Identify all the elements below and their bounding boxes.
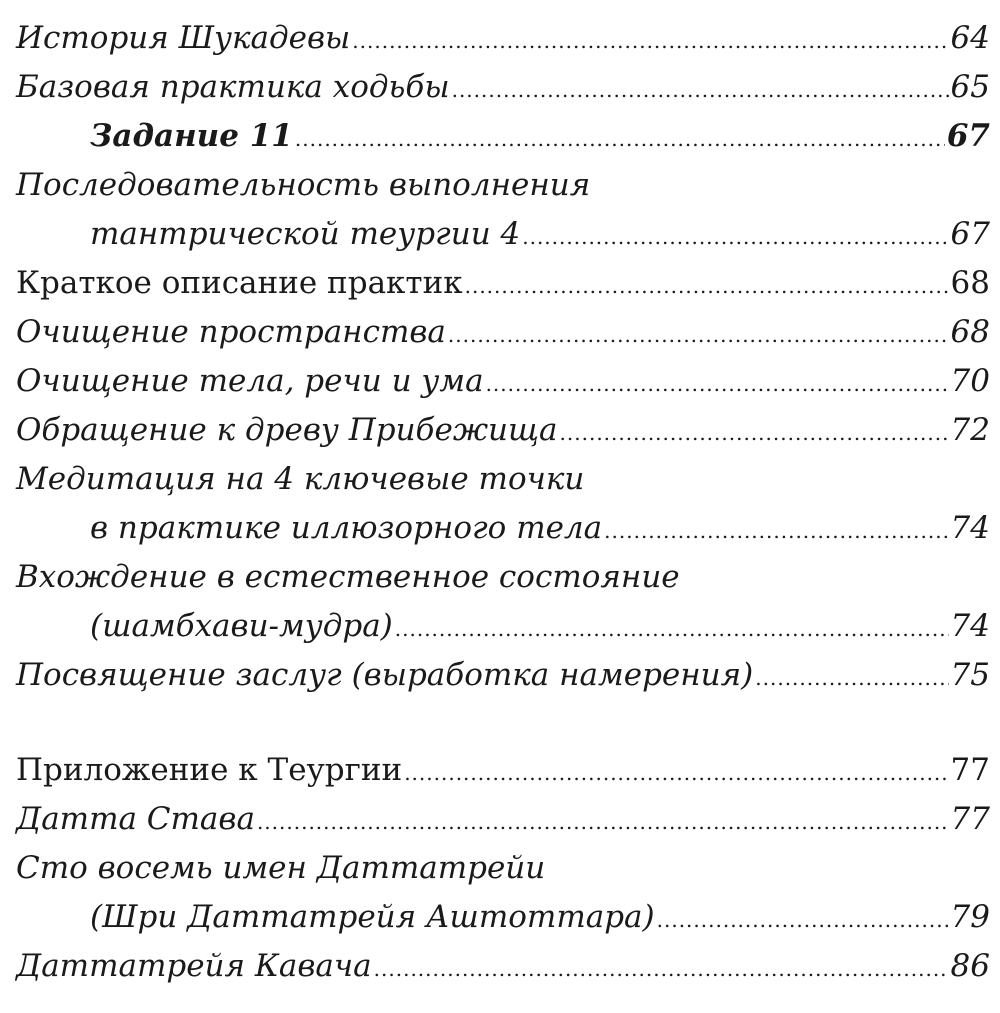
toc-entry [16, 504, 990, 553]
toc-entry [16, 14, 990, 63]
toc-entry-page: 67 [950, 216, 990, 252]
dot-leader [657, 893, 949, 945]
dot-leader [448, 308, 949, 360]
toc-entry-title: Даттатрейя Кавача [16, 948, 372, 984]
dot-leader [755, 651, 948, 703]
toc-section-heading [16, 746, 990, 795]
toc-entry-title: Приложение к Теургии [16, 752, 403, 788]
toc-entry [16, 651, 990, 700]
toc-entry-page: 65 [950, 69, 990, 105]
toc-entry-title: Очищение пространства [16, 314, 446, 350]
dot-leader [295, 112, 945, 164]
dot-leader [352, 14, 948, 66]
dot-leader [257, 795, 949, 847]
dot-leader [604, 504, 948, 556]
dot-leader [560, 406, 949, 458]
toc-entry-page: 75 [950, 657, 990, 693]
toc-entry-title: в практике иллюзорного тела [90, 510, 603, 546]
toc-entry-multiline [16, 553, 990, 651]
toc-entry [16, 795, 990, 844]
toc-entry-page: 64 [950, 20, 990, 56]
toc-entry-title: (шамбхави-мудра) [90, 608, 393, 644]
toc-entry-title: Задание 11 [90, 118, 293, 154]
dot-leader [486, 357, 949, 409]
toc-entry-title: Обращение к древу Прибежища [16, 412, 558, 448]
dot-leader [395, 602, 949, 654]
toc-entry-page: 68 [950, 265, 990, 301]
toc-entry-title: Базовая практика ходьбы [16, 69, 450, 105]
toc-entry-title-line1: Вхождение в естественное состояние [16, 559, 680, 595]
toc-entry [16, 308, 990, 357]
toc-entry-title: Очищение тела, речи и ума [16, 363, 484, 399]
toc-entry-title: тантрической теургии 4 [90, 216, 521, 252]
toc-entry-multiline [16, 844, 990, 942]
toc-entry-title: (Шри Даттатрейя Аштоттара) [90, 899, 655, 935]
toc-entry [16, 602, 990, 651]
toc-entry-page: 68 [950, 314, 990, 350]
dot-leader [522, 210, 948, 262]
toc-entry [16, 357, 990, 406]
toc-entry-title-line1: Последовательность выполнения [16, 167, 591, 203]
table-of-contents [16, 14, 990, 991]
toc-entry-title-line1: Сто восемь имен Даттатрейи [16, 850, 546, 886]
toc-entry-task [16, 112, 990, 161]
toc-entry [16, 942, 990, 991]
toc-section-heading [16, 259, 990, 308]
toc-entry [16, 406, 990, 455]
dot-leader [404, 746, 948, 798]
toc-entry-page: 70 [950, 363, 990, 399]
toc-entry-title: Краткое описание практик [16, 265, 463, 301]
toc-entry-multiline [16, 455, 990, 553]
toc-entry-page: 74 [950, 608, 990, 644]
toc-entry-page: 74 [950, 510, 990, 546]
toc-entry [16, 210, 990, 259]
toc-entry [16, 63, 990, 112]
toc-entry-page: 72 [950, 412, 990, 448]
toc-entry-page: 77 [950, 752, 990, 788]
toc-entry-page: 86 [950, 948, 990, 984]
toc-entry-title: История Шукадевы [16, 20, 351, 56]
toc-entry-page: 77 [950, 801, 990, 837]
toc-entry-title: Датта Става [16, 801, 255, 837]
dot-leader [465, 259, 949, 311]
toc-entry-multiline [16, 161, 990, 259]
toc-entry-title: Посвящение заслуг (выработка намерения) [16, 657, 754, 693]
dot-leader [374, 942, 949, 994]
dot-leader [452, 63, 949, 115]
toc-entry-title-line1: Медитация на 4 ключевые точки [16, 461, 585, 497]
section-gap [16, 700, 990, 746]
toc-entry [16, 893, 990, 942]
toc-entry-page: 67 [946, 118, 990, 154]
toc-entry-page: 79 [950, 899, 990, 935]
